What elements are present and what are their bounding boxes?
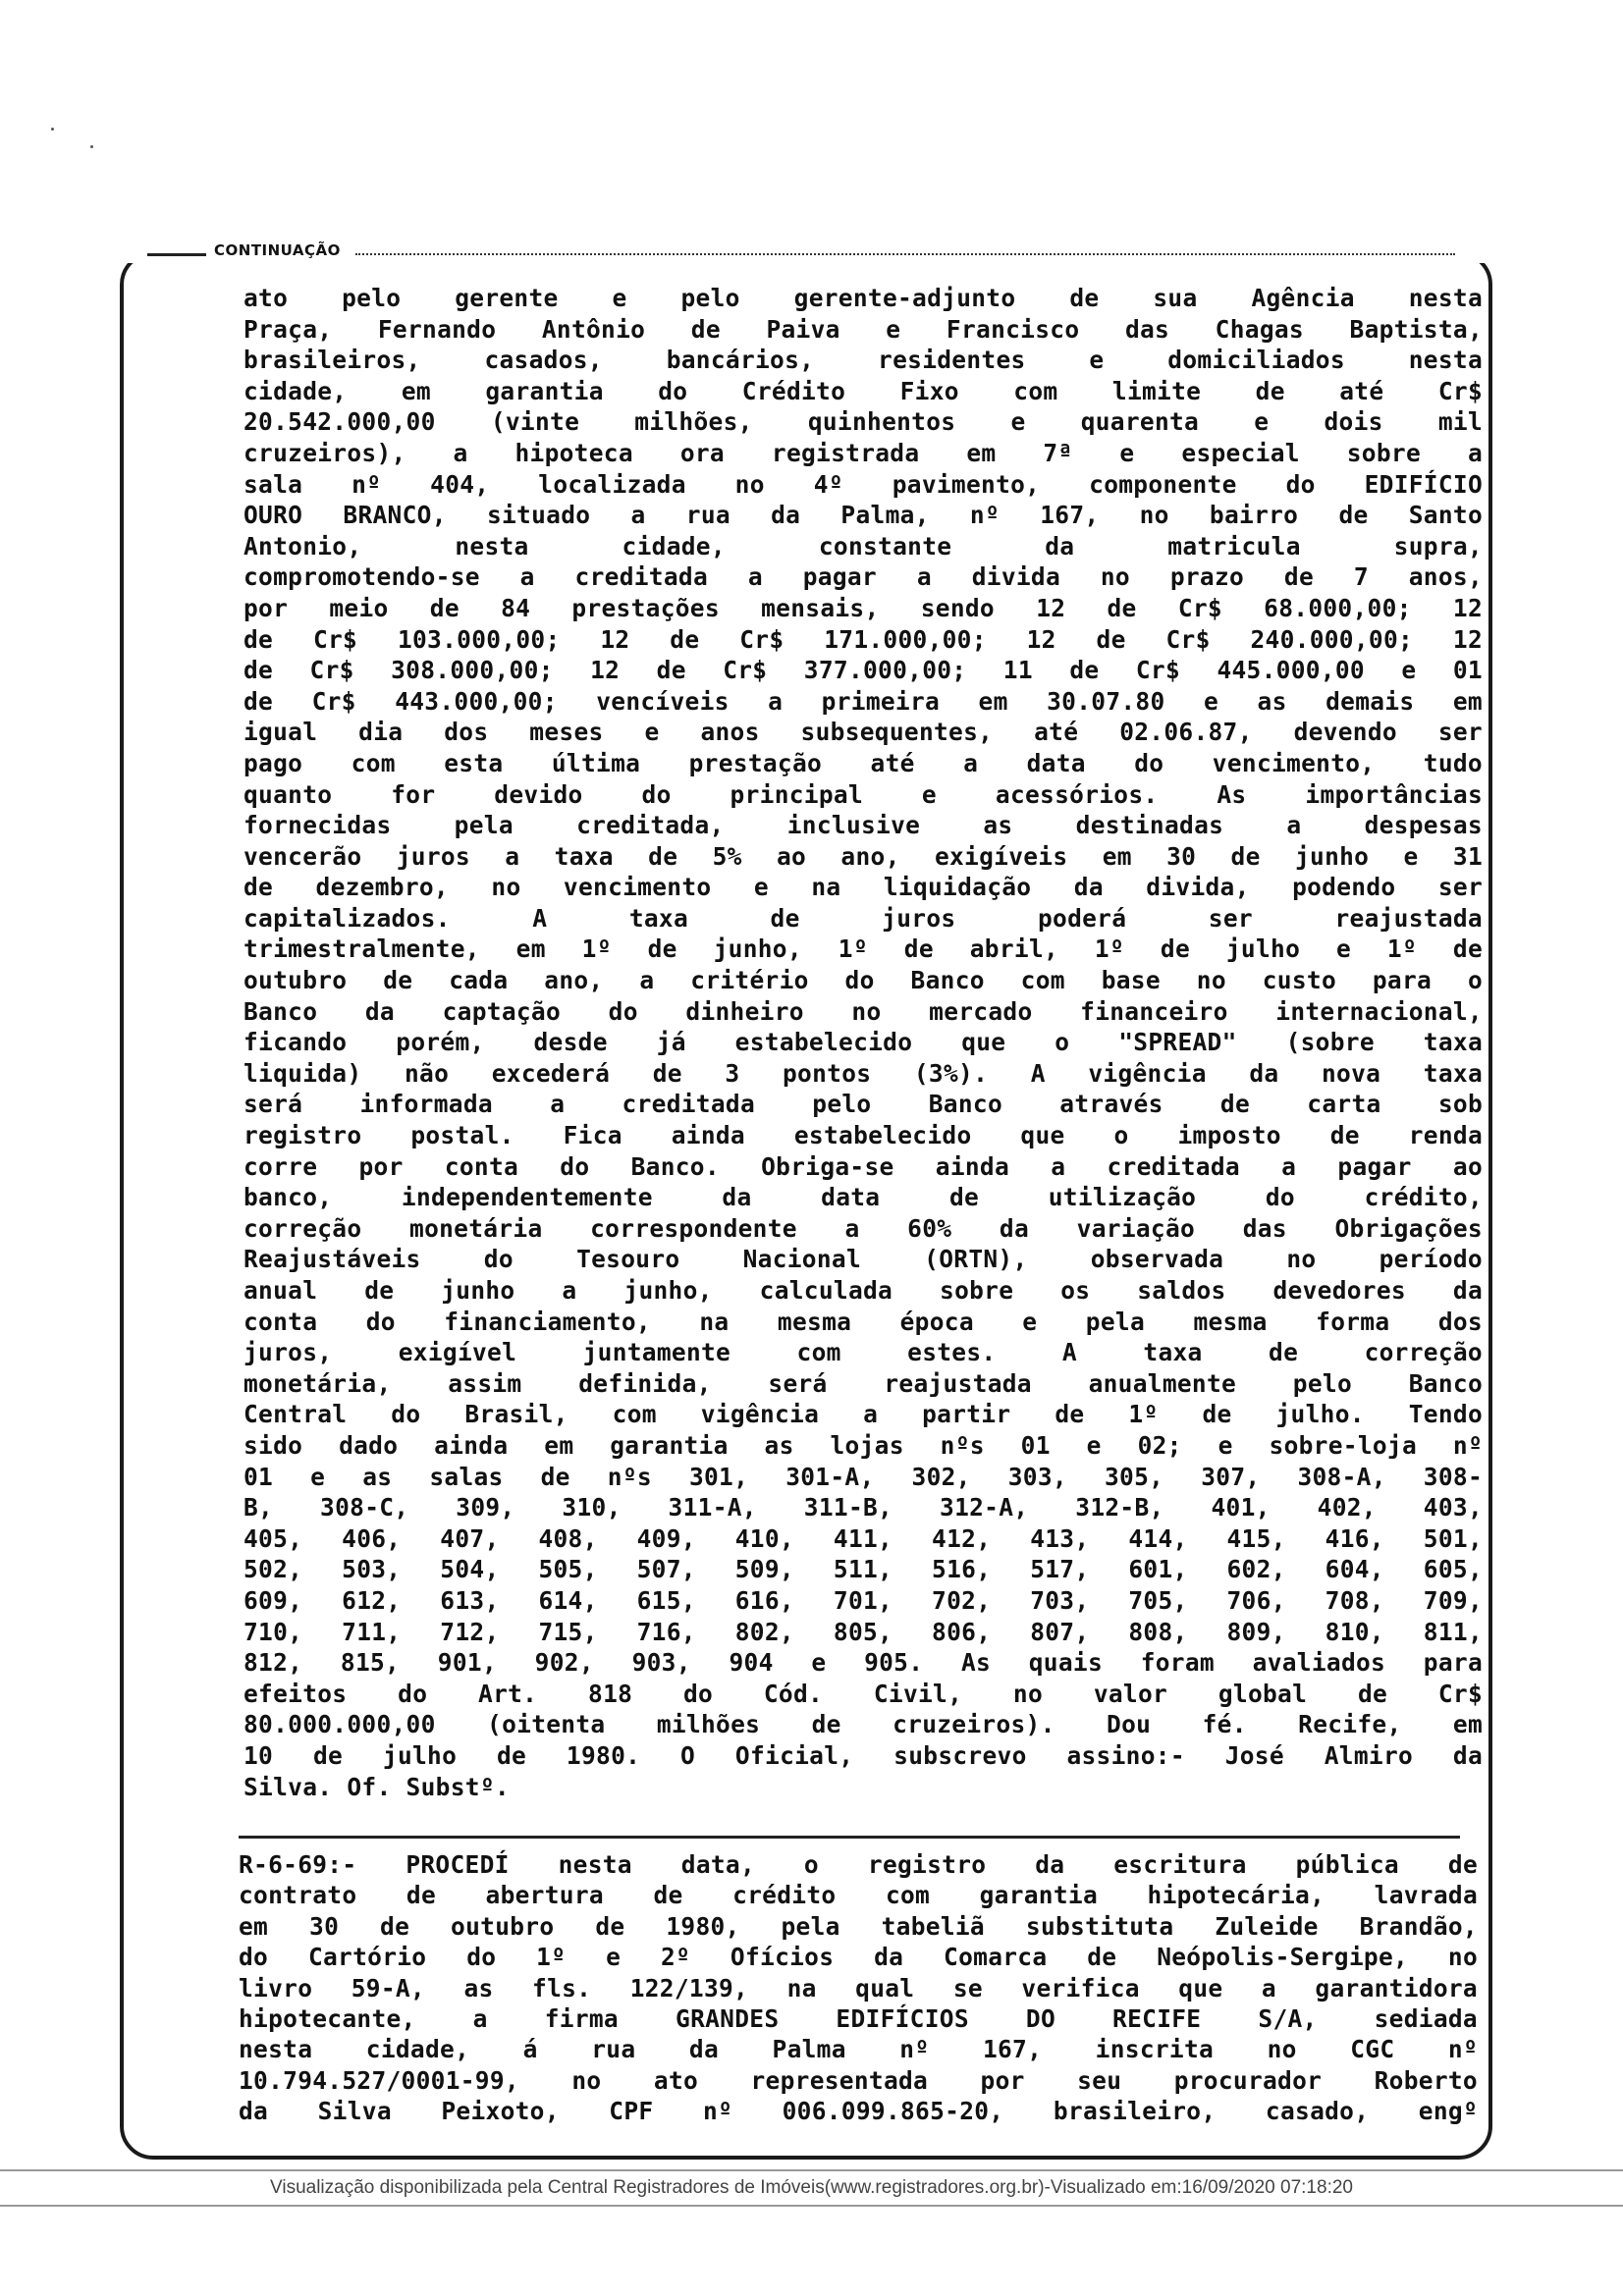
text-line: B, 308-C, 309, 310, 311-A, 311-B, 312-A, 312-B, 401, 402, 403, bbox=[243, 1493, 1483, 1522]
text-line: 609, 612, 613, 614, 615, 616, 701, 702, 703, 705, 706, 708, 709, bbox=[243, 1585, 1483, 1615]
text-line: cidade, em garantia do Crédito Fixo com limite de até Cr$ bbox=[243, 376, 1483, 405]
text-line: R-6-69:- PROCEDÍ nesta data, o registro da escritura pública de bbox=[239, 1850, 1478, 1879]
text-line: por meio de 84 prestações mensais, sendo 12 de Cr$ 68.000,00; 12 bbox=[243, 593, 1483, 622]
text-line: de Cr$ 308.000,00; 12 de Cr$ 377.000,00; 11 de Cr$ 445.000,00 e 01 bbox=[243, 656, 1483, 685]
text-line: 80.000.000,00 (oitenta milhões de cruzeiros). Dou fé. Recife, em bbox=[243, 1710, 1483, 1739]
text-line: banco, independentemente da data de utilização do crédito, bbox=[243, 1183, 1483, 1212]
text-line: 20.542.000,00 (vinte milhões, quinhentos e quarenta e dois mil bbox=[243, 407, 1483, 437]
text-line: monetária, assim definida, será reajustada anualmente pelo Banco bbox=[243, 1368, 1483, 1398]
text-line: igual dia dos meses e anos subsequentes, até 02.06.87, devendo ser bbox=[243, 718, 1483, 747]
text-line: correção monetária correspondente a 60% da variação das Obrigações bbox=[243, 1213, 1483, 1243]
text-line: livro 59-A, as fls. 122/139, na qual se verifica que a garantidora bbox=[239, 1973, 1478, 2002]
text-line: sido dado ainda em garantia as lojas nºs 01 e 02; e sobre-loja nº bbox=[243, 1430, 1483, 1460]
text-line: 710, 711, 712, 715, 716, 802, 805, 806, 807, 808, 809, 810, 811, bbox=[243, 1617, 1483, 1646]
text-line: corre por conta do Banco. Obriga-se ainda a creditada a pagar ao bbox=[243, 1151, 1483, 1181]
text-line: juros, exigível juntamente com estes. A taxa de correção bbox=[243, 1338, 1483, 1367]
text-line: de Cr$ 443.000,00; vencíveis a primeira em 30.07.80 e as demais em bbox=[243, 686, 1483, 716]
text-line: 10 de julho de 1980. O Oficial, subscrevo assino:- José Almiro da bbox=[243, 1740, 1483, 1770]
text-line: capitalizados. A taxa de juros poderá ser reajustada bbox=[243, 903, 1483, 933]
text-line: sala nº 404, localizada no 4º pavimento, componente do EDIFÍCIO bbox=[243, 469, 1483, 499]
text-line: brasileiros, casados, bancários, residentes e domiciliados nesta bbox=[243, 346, 1483, 375]
text-line: pago com esta última prestação até a data do vencimento, tudo bbox=[243, 748, 1483, 777]
header-rule-right bbox=[355, 253, 1455, 255]
text-line: liquida) não excederá de 3 pontos (3%). A vigência da nova taxa bbox=[243, 1058, 1483, 1088]
text-line: cruzeiros), a hipoteca ora registrada em 7ª e especial sobre a bbox=[243, 438, 1483, 467]
text-line: Banco da captação do dinheiro no mercado financeiro internacional, bbox=[243, 996, 1483, 1026]
text-line: trimestralmente, em 1º de junho, 1º de abril, 1º de julho e 1º de bbox=[243, 934, 1483, 964]
continuation-label: CONTINUAÇÃO bbox=[210, 241, 345, 259]
text-line: ficando porém, desde já estabelecido que o "SPREAD" (sobre taxa bbox=[243, 1028, 1483, 1057]
text-line: Praça, Fernando Antônio de Paiva e Francisco das Chagas Baptista, bbox=[243, 314, 1483, 344]
text-line: Antonio, nesta cidade, constante da matricula supra, bbox=[243, 531, 1483, 561]
text-line: de dezembro, no vencimento e na liquidação da divida, podendo ser bbox=[243, 873, 1483, 902]
viewer-footer-text: Visualização disponibilizada pela Central Registradores de Imóveis(www.registradores.org.br)-Visualizado em:16/09/2020 07:18:20 bbox=[270, 2177, 1353, 2198]
text-line: Central do Brasil, com vigência a partir de 1º de julho. Tendo bbox=[243, 1400, 1483, 1429]
text-line: do Cartório do 1º e 2º Ofícios da Comarca de Neópolis-Sergipe, no bbox=[239, 1943, 1478, 1972]
text-line: registro postal. Fica ainda estabelecido que o imposto de renda bbox=[243, 1121, 1483, 1150]
text-line: conta do financiamento, na mesma época e pela mesma forma dos bbox=[243, 1307, 1483, 1336]
header-rule-left bbox=[147, 253, 206, 256]
text-line: da Silva Peixoto, CPF nº 006.099.865-20, brasileiro, casado, engº bbox=[239, 2097, 1478, 2126]
text-line: vencerão juros a taxa de 5% ao ano, exigíveis em 30 de junho e 31 bbox=[243, 841, 1483, 871]
text-line: OURO BRANCO, situado a rua da Palma, nº 167, no bairro de Santo bbox=[243, 501, 1483, 530]
text-line: anual de junho a junho, calculada sobre os saldos devedores da bbox=[243, 1276, 1483, 1305]
text-line: 10.794.527/0001-99, no ato representada por seu procurador Roberto bbox=[239, 2065, 1478, 2095]
text-line: efeitos do Art. 818 do Cód. Civil, no valor global de Cr$ bbox=[243, 1679, 1483, 1708]
text-line: em 30 de outubro de 1980, pela tabeliã substituta Zuleide Brandão, bbox=[239, 1911, 1478, 1941]
text-line: 405, 406, 407, 408, 409, 410, 411, 412, 413, 414, 415, 416, 501, bbox=[243, 1523, 1483, 1553]
text-line: 01 e as salas de nºs 301, 301-A, 302, 303, 305, 307, 308-A, 308- bbox=[243, 1462, 1483, 1491]
scan-speck bbox=[51, 128, 54, 131]
text-line: nesta cidade, á rua da Palma nº 167, inscrita no CGC nº bbox=[239, 2035, 1478, 2064]
text-line: 812, 815, 901, 902, 903, 904 e 905. As quais foram avaliados para bbox=[243, 1648, 1483, 1678]
text-line: compromotendo-se a creditada a pagar a divida no prazo de 7 anos, bbox=[243, 562, 1483, 592]
entry-separator bbox=[239, 1836, 1460, 1839]
text-line: de Cr$ 103.000,00; 12 de Cr$ 171.000,00; 12 de Cr$ 240.000,00; 12 bbox=[243, 624, 1483, 654]
text-line: será informada a creditada pelo Banco através de carta sob bbox=[243, 1090, 1483, 1119]
text-line: hipotecante, a firma GRANDES EDIFÍCIOS DO RECIFE S/A, sediada bbox=[239, 2004, 1478, 2034]
text-line: outubro de cada ano, a critério do Banco com base no custo para o bbox=[243, 966, 1483, 995]
registry-entry-r-6-69 bbox=[239, 1849, 1478, 2127]
text-line: Silva. Of. Substº. bbox=[243, 1772, 510, 1801]
text-line: fornecidas pela creditada, inclusive as destinadas a despesas bbox=[243, 811, 1483, 840]
text-line: 502, 503, 504, 505, 507, 509, 511, 516, 517, 601, 602, 604, 605, bbox=[243, 1555, 1483, 1584]
registry-entry-continuation bbox=[243, 283, 1483, 1802]
scan-speck bbox=[90, 145, 93, 148]
text-line: ato pelo gerente e pelo gerente-adjunto de sua Agência nesta bbox=[243, 284, 1483, 312]
text-line: Reajustáveis do Tesouro Nacional (ORTN), observada no período bbox=[243, 1245, 1483, 1274]
text-line: contrato de abertura de crédito com garantia hipotecária, lavrada bbox=[239, 1881, 1478, 1910]
text-line: quanto for devido do principal e acessórios. As importâncias bbox=[243, 779, 1483, 809]
